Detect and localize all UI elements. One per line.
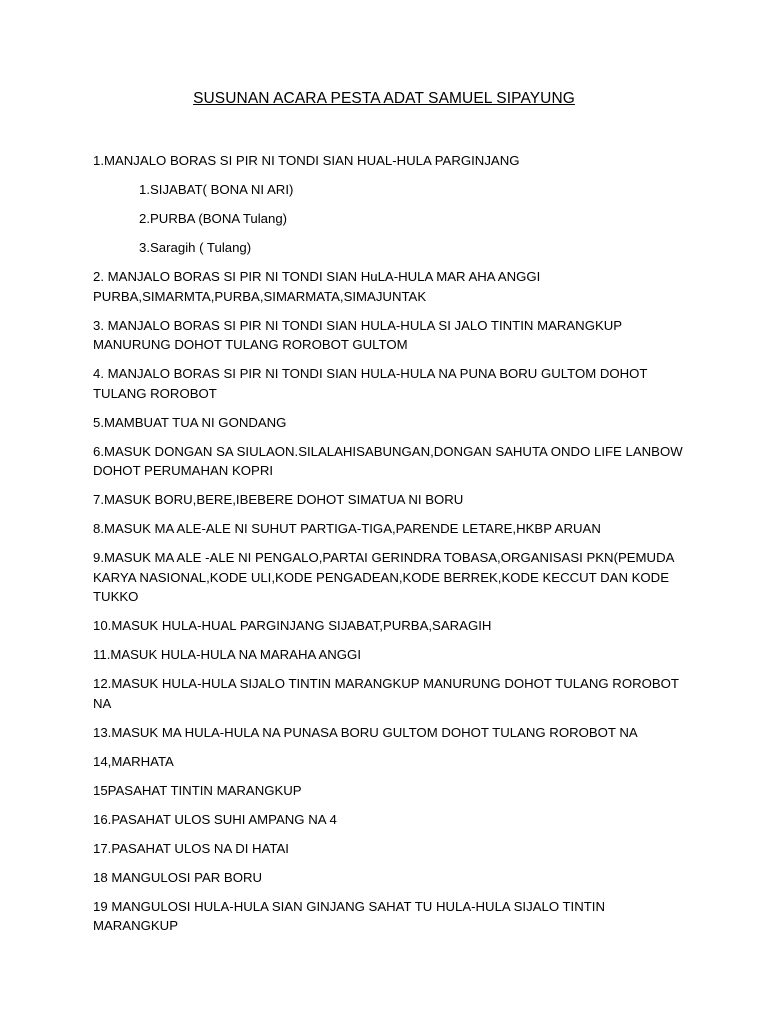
- agenda-item-7: 7.MASUK BORU,BERE,IBEBERE DOHOT SIMATUA NI BORU: [93, 492, 464, 507]
- agenda-item-3: 3. MANJALO BORAS SI PIR NI TONDI SIAN HULA-HULA SI JALO TINTIN MARANGKUP MANURUNG DOHOT TULANG ROROBOT GULTOM: [93, 317, 622, 352]
- agenda-item-14: 14,MARHATA: [93, 753, 174, 769]
- agenda-item-19: 19 MANGULOSI HULA-HULA SIAN GINJANG SAHAT TU HULA-HULA SIJALO TINTIN MARANGKUP: [93, 898, 605, 933]
- agenda-item-1: 1.MANJALO BORAS SI PIR NI TONDI SIAN HUAL-HULA PARGINJANG: [93, 153, 520, 168]
- agenda-item-6: 6.MASUK DONGAN SA SIULAON.SILALAHISABUNGAN,DONGAN SAHUTA ONDO LIFE LANBOW DOHOT PERUMAHAN KOPRI: [93, 443, 683, 478]
- agenda-subitem-purba: 2.PURBA (BONA Tulang): [139, 211, 288, 226]
- agenda-item-8: 8.MASUK MA ALE-ALE NI SUHUT PARTIGA-TIGA,PARENDE LETARE,HKBP ARUAN: [93, 521, 601, 536]
- agenda-item-15: 15PASAHAT TINTIN MARANGKUP: [93, 782, 302, 798]
- agenda-item-2: 2. MANJALO BORAS SI PIR NI TONDI SIAN HuLA-HULA MAR AHA ANGGI PURBA,SIMARMTA,PURBA,SIMARMATA,SIMAJUNTAK: [93, 269, 541, 304]
- agenda-item-12: 12.MASUK HULA-HULA SIJALO TINTIN MARANGKUP MANURUNG DOHOT TULANG ROROBOT NA: [93, 676, 679, 711]
- document-title: SUSUNAN ACARA PESTA ADAT SAMUEL SIPAYUNG: [193, 90, 575, 107]
- agenda-subitem-sijabat: 1.SIJABAT( BONA NI ARI): [139, 182, 294, 197]
- agenda-item-11: 11.MASUK HULA-HULA NA MARAHA ANGGI: [93, 647, 361, 662]
- agenda-item-16: 16.PASAHAT ULOS SUHI AMPANG NA 4: [93, 811, 337, 827]
- agenda-item-9: 9.MASUK MA ALE -ALE NI PENGALO,PARTAI GERINDRA TOBASA,ORGANISASI PKN(PEMUDA KARYA NASIONAL,KODE ULI,KODE PENGADEAN,KODE BERREK,KODE KECCUT DAN KODE TUKKO: [93, 550, 674, 604]
- agenda-item-18: 18 MANGULOSI PAR BORU: [93, 869, 263, 885]
- agenda-item-5: 5.MAMBUAT TUA NI GONDANG: [93, 414, 287, 430]
- document-body: [93, 151, 683, 945]
- agenda-item-17: 17.PASAHAT ULOS NA DI HATAI: [93, 840, 289, 856]
- agenda-subitem-saragih: 3.Saragih ( Tulang): [139, 240, 252, 255]
- agenda-item-4: 4. MANJALO BORAS SI PIR NI TONDI SIAN HULA-HULA NA PUNA BORU GULTOM DOHOT TULANG ROROBOT: [93, 366, 648, 401]
- agenda-item-13: 13.MASUK MA HULA-HULA NA PUNASA BORU GULTOM DOHOT TULANG ROROBOT NA: [93, 724, 638, 740]
- agenda-item-10: 10.MASUK HULA-HUAL PARGINJANG SIJABAT,PURBA,SARAGIH: [93, 618, 492, 633]
